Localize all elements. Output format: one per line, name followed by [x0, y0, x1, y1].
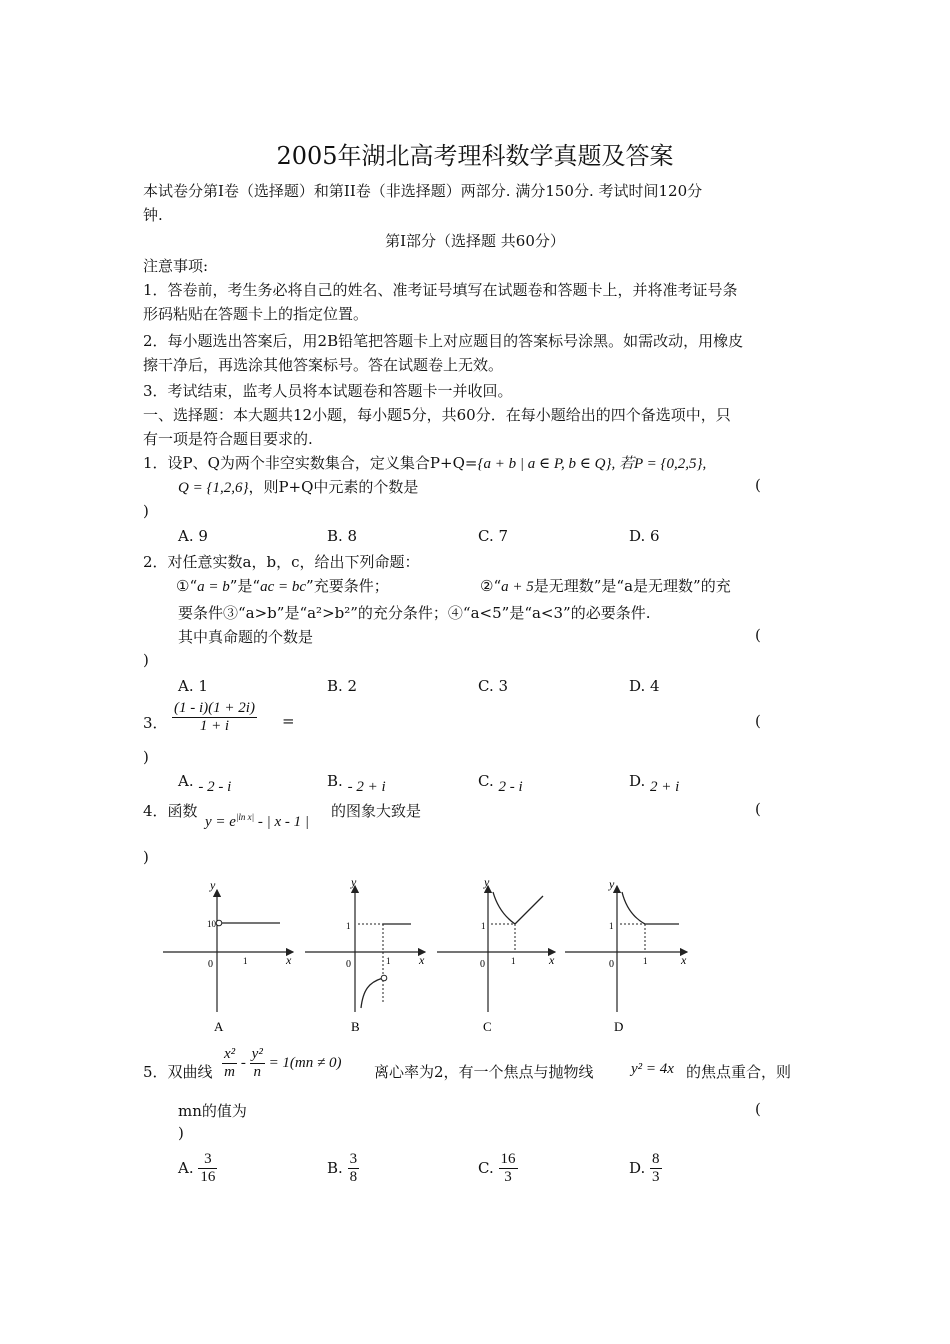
fraction-numerator: 3 [198, 1151, 217, 1169]
fraction-denominator: n [253, 1064, 261, 1081]
origin-label: 0 [346, 959, 351, 970]
origin-label: 0 [208, 959, 213, 970]
option-letter: D. [629, 1158, 646, 1177]
q3-answer-paren-open: ( [755, 712, 761, 730]
origin-label: 0 [609, 959, 614, 970]
q1-option-c: C. 7 [478, 527, 509, 545]
q2-text: 是无理数”是“a是无理数”的充 [533, 577, 731, 595]
q5-text-a: 离心率为2，有一个焦点与抛物线 [374, 1063, 594, 1081]
q1-stem-line-2 [178, 476, 418, 497]
option-letter: A. [178, 1158, 194, 1177]
q1-set-q: Q = {1,2,6} [178, 480, 249, 496]
q5-option-b [327, 1151, 359, 1187]
q5-parabola: y² = 4x [631, 1061, 674, 1077]
q5-number: 5．双曲线 [143, 1063, 213, 1081]
note-1-line-1: 1．答卷前，考生务必将自己的姓名、准考证号填写在试题卷和答题卡上，并将准考证号条 [143, 281, 738, 299]
q3-option-b [327, 772, 386, 795]
q2-option-a: A. 1 [178, 677, 208, 695]
fraction-numerator: x² [222, 1046, 237, 1064]
fraction-numerator: y² [250, 1046, 265, 1064]
axis-label-y: y [609, 877, 615, 891]
section-1-line-1: 一、选择题：本大题共12小题，每小题5分，共60分．在每小题给出的四个备选项中，只 [143, 406, 731, 424]
graph-c [437, 875, 555, 1034]
option-value: - 2 - i [198, 779, 232, 795]
intro-line-2: 钟. [143, 206, 163, 224]
fraction-numerator: 16 [499, 1151, 518, 1169]
fraction-denominator: 8 [349, 1169, 358, 1186]
option-value: - 2 + i [347, 779, 386, 795]
q2-answer-paren-close: ) [143, 651, 149, 669]
axis-label-x: x [549, 953, 555, 967]
q4-answer-paren-close: ) [143, 848, 149, 866]
option-letter: D. [629, 772, 646, 790]
q1-option-a: A. 9 [178, 527, 208, 545]
q1-stem [143, 452, 706, 473]
axis-label-y: y [351, 875, 357, 889]
q5-text-b: 的焦点重合，则 [686, 1063, 792, 1081]
option-value: 2 + i [650, 779, 680, 795]
option-letter: C. [478, 772, 494, 790]
q2-text: ②“ [480, 577, 502, 595]
q5-answer-paren-open: ( [755, 1100, 761, 1118]
q5-option-a [178, 1151, 217, 1187]
q3-option-d [629, 772, 680, 795]
option-letter: A. [178, 772, 194, 790]
q2-math-a-eq-b: a = b [197, 579, 230, 595]
intro-line-1: 本试卷分第I卷（选择题）和第II卷（非选择题）两部分. 满分150分. 考试时间120分 [143, 182, 703, 200]
q1-text-b: ，则P+Q中元素的个数是 [248, 478, 419, 496]
note-2-line-1: 2．每小题选出答案后，用2B铅笔把答题卡上对应题目的答案标号涂黑。如需改动，用橡皮 [143, 332, 744, 350]
tick-label-y: 1 [609, 921, 614, 931]
note-1-line-2: 形码粘贴在答题卡上的指定位置。 [143, 305, 369, 323]
tick-label-y: 1 [481, 921, 486, 931]
q3-denominator: 1 + i [199, 718, 230, 735]
formula-exponent: |ln x| [235, 812, 255, 822]
fraction-denominator: 3 [652, 1169, 660, 1186]
q5-answer-paren-close: ) [178, 1124, 184, 1142]
tick-label-x: 1 [643, 956, 648, 966]
note-3: 3．考试结束，监考人员将本试题卷和答题卡一并收回。 [143, 382, 513, 400]
fraction-numerator: 8 [650, 1151, 662, 1169]
tick-label-x: 1 [511, 956, 516, 966]
q1-option-b: B. 8 [327, 527, 358, 545]
q3-answer-paren-close: ) [143, 748, 149, 766]
q4-text-a: 4．函数 [143, 802, 198, 820]
q5-option-d [629, 1151, 662, 1187]
part-heading: 第I部分（选择题 共60分） [385, 232, 565, 250]
page-title: 2005年湖北高考理科数学真题及答案 [276, 142, 674, 170]
q4-formula [205, 812, 309, 831]
q5-line-2: mn的值为 [178, 1102, 247, 1120]
q4-graphs [155, 872, 700, 1037]
q2-line-3: 其中真命题的个数是 [178, 628, 314, 646]
axis-label-x: x [681, 953, 687, 967]
q3-equals: = [282, 712, 295, 730]
tick-label-x: 1 [243, 956, 248, 966]
notes-heading: 注意事项: [143, 257, 209, 275]
graph-d [565, 877, 687, 1034]
graph-b [305, 875, 425, 1034]
q1-answer-paren-close: ) [143, 502, 149, 520]
equation-rest: = 1(mn ≠ 0) [268, 1055, 342, 1072]
fraction-denominator: 16 [200, 1169, 216, 1186]
q2-option-b: B. 2 [327, 677, 358, 695]
q2-line-1 [176, 575, 389, 596]
axis-label-y: y [210, 878, 216, 892]
open-point [216, 920, 222, 926]
tick-label-y: 10 [207, 919, 216, 929]
section-1-line-2: 有一项是符合题目要求的. [143, 430, 313, 448]
graph-label-b: B [351, 1019, 360, 1034]
q2-option-c: C. 3 [478, 677, 509, 695]
option-letter: C. [478, 1158, 494, 1177]
graph-label-d: D [614, 1019, 624, 1034]
axis-label-x: x [419, 953, 425, 967]
q2-math-a-plus-5: a + 5 [501, 579, 534, 595]
q2-line-1-right [480, 575, 731, 596]
fraction-denominator: m [224, 1064, 235, 1081]
q3-numerator: (1 - i)(1 + 2i) [172, 700, 257, 718]
q3-option-a [178, 772, 232, 795]
formula-part: - | x - 1 | [257, 814, 310, 830]
curve-b-lower [361, 978, 383, 1008]
curve-d [622, 892, 679, 924]
q2-text: ①“ [176, 577, 198, 595]
q2-text: ”是“ [229, 577, 261, 595]
curve-c [493, 892, 543, 924]
open-point [381, 975, 387, 981]
q3-option-c [478, 772, 523, 795]
origin-label: 0 [480, 959, 485, 970]
fraction-denominator: 3 [504, 1169, 512, 1186]
fraction-numerator: 3 [348, 1151, 360, 1169]
note-2-line-2: 擦干净后，再选涂其他答案标号。答在试题卷上无效。 [143, 356, 504, 374]
axis-label-x: x [286, 953, 292, 967]
q4-text-b: 的图象大致是 [331, 802, 422, 820]
axis-label-y: y [484, 875, 490, 889]
q2-answer-paren-open: ( [755, 626, 761, 644]
graph-label-c: C [483, 1019, 492, 1034]
q2-math-ac-eq-bc: ac = bc [260, 579, 307, 595]
q1-answer-paren-open: ( [755, 476, 761, 494]
q3-number: 3． [143, 714, 168, 732]
q1-set-definition: {a + b | a ∈ P, b ∈ Q}, 若P = {0,2,5}, [477, 456, 707, 472]
q2-line-2: 要条件③“a>b”是“a²>b²”的充分条件；④“a<5”是“a<3”的必要条件. [178, 604, 651, 622]
graph-label-a: A [214, 1019, 224, 1034]
q3-fraction [172, 700, 257, 736]
option-letter: B. [327, 772, 343, 790]
option-value: 2 - i [498, 779, 523, 795]
q2-text: ”充要条件； [306, 577, 389, 595]
tick-label-x: 1 [386, 956, 391, 966]
q1-option-d: D. 6 [629, 527, 660, 545]
option-letter: B. [327, 1158, 343, 1177]
tick-label-y: 1 [346, 921, 351, 931]
q2-stem: 2．对任意实数a，b，c，给出下列命题： [143, 553, 420, 571]
q4-answer-paren-open: ( [755, 800, 761, 818]
q2-option-d: D. 4 [629, 677, 660, 695]
graph-a [163, 878, 293, 1034]
q5-hyperbola-equation [222, 1046, 342, 1082]
minus-sign: - [240, 1055, 246, 1072]
q1-text-a: 1．设P、Q为两个非空实数集合，定义集合P+Q= [143, 454, 478, 472]
q5-option-c [478, 1151, 518, 1187]
formula-part: y = e [205, 814, 236, 830]
